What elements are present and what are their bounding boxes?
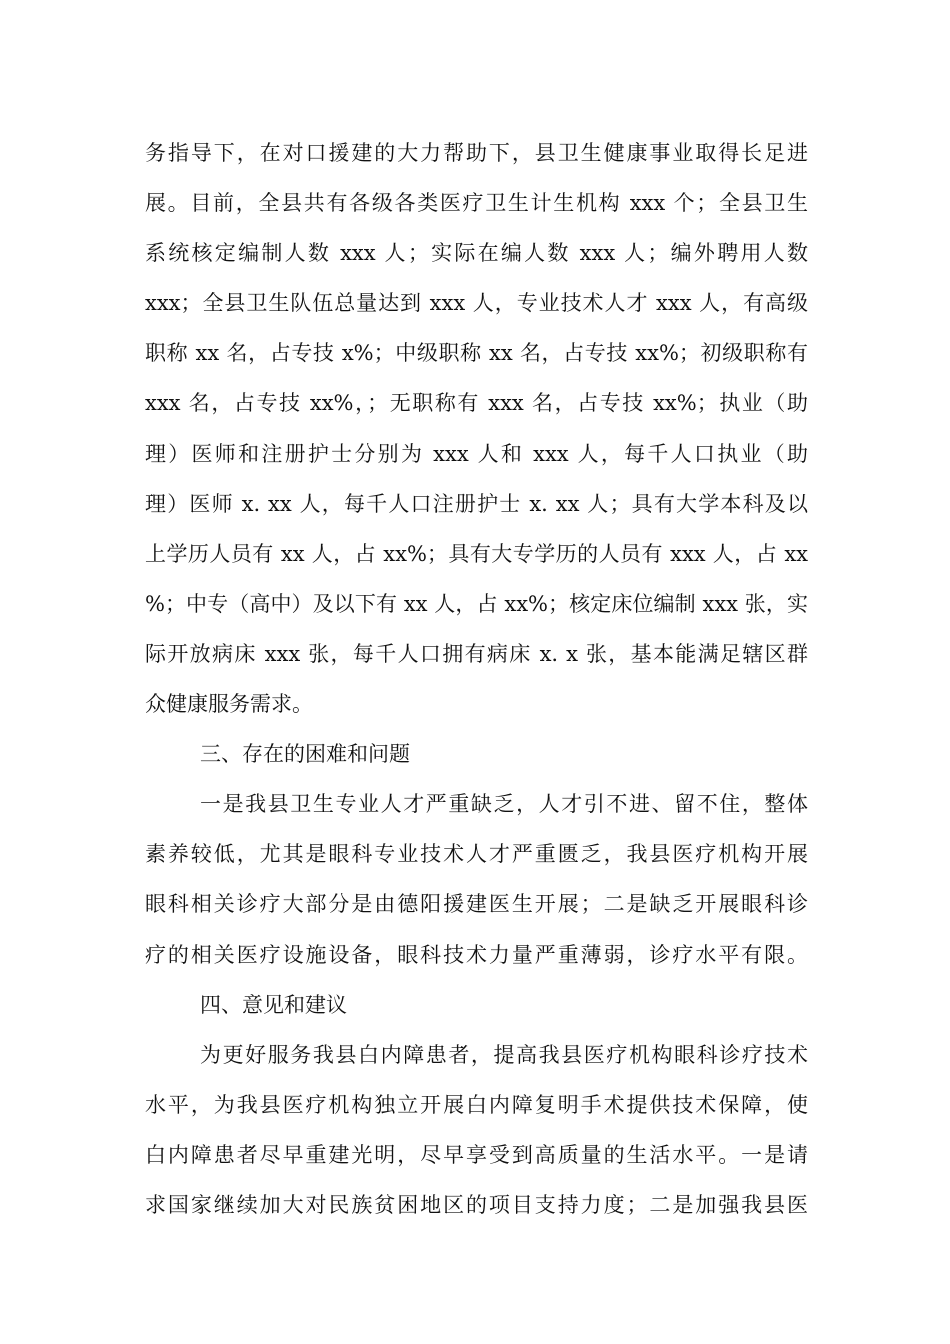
- section-heading-suggestions: 四、意见和建议: [200, 992, 347, 1017]
- text-line: 求国家继续加大对民族贫困地区的项目支持力度；二是加强我县医: [145, 1192, 808, 1217]
- section-heading-difficulties: 三、存在的困难和问题: [200, 742, 410, 767]
- text-line: xxx；全县卫生队伍总量达到 xxx 人，专业技术人才 xxx 人，有高级: [145, 291, 808, 316]
- text-line: 疗的相关医疗设施设备，眼科技术力量严重薄弱，诊疗水平有限。: [145, 942, 808, 967]
- paragraph-staffing-stats: [145, 128, 808, 729]
- text-line: 职称 xx 名，占专技 x%；中级职称 xx 名，占专技 xx%；初级职称有: [145, 341, 808, 366]
- paragraph-suggestions: [145, 1030, 808, 1230]
- document-page: [145, 128, 808, 1230]
- text-line: xxx 名，占专技 xx%，；无职称有 xxx 名，占专技 xx%；执业（助: [145, 391, 808, 416]
- text-line: 展。目前，全县共有各级各类医疗卫生计生机构 xxx 个；全县卫生: [145, 191, 808, 216]
- text-line: 际开放病床 xxx 张，每千人口拥有病床 x. x 张，基本能满足辖区群: [145, 641, 808, 666]
- text-line: 素养较低，尤其是眼科专业技术人才严重匮乏，我县医疗机构开展: [145, 842, 808, 867]
- text-line: 众健康服务需求。: [145, 692, 313, 717]
- text-line: 理）医师 x. xx 人，每千人口注册护士 x. xx 人；具有大学本科及以: [145, 491, 808, 516]
- text-line: %；中专（高中）及以下有 xx 人，占 xx%；核定床位编制 xxx 张，实: [145, 591, 808, 616]
- text-line: 务指导下，在对口援建的大力帮助下，县卫生健康事业取得长足进: [145, 141, 808, 165]
- text-line: 系统核定编制人数 xxx 人；实际在编人数 xxx 人；编外聘用人数: [145, 241, 808, 266]
- text-line: 眼科相关诊疗大部分是由德阳援建医生开展；二是缺乏开展眼科诊: [145, 892, 808, 917]
- text-line: 上学历人员有 xx 人，占 xx%；具有大专学历的人员有 xxx 人，占 xx: [145, 541, 808, 566]
- text-line: 理）医师和注册护士分别为 xxx 人和 xxx 人，每千人口执业（助: [145, 441, 808, 466]
- paragraph-difficulties: [145, 779, 808, 979]
- text-line: 为更好服务我县白内障患者，提高我县医疗机构眼科诊疗技术: [200, 1042, 808, 1067]
- text-line: 一是我县卫生专业人才严重缺乏，人才引不进、留不住，整体: [200, 792, 808, 817]
- text-line: 白内障患者尽早重建光明，尽早享受到高质量的生活水平。一是请: [145, 1142, 808, 1167]
- text-line: 水平，为我县医疗机构独立开展白内障复明手术提供技术保障，使: [145, 1092, 808, 1117]
